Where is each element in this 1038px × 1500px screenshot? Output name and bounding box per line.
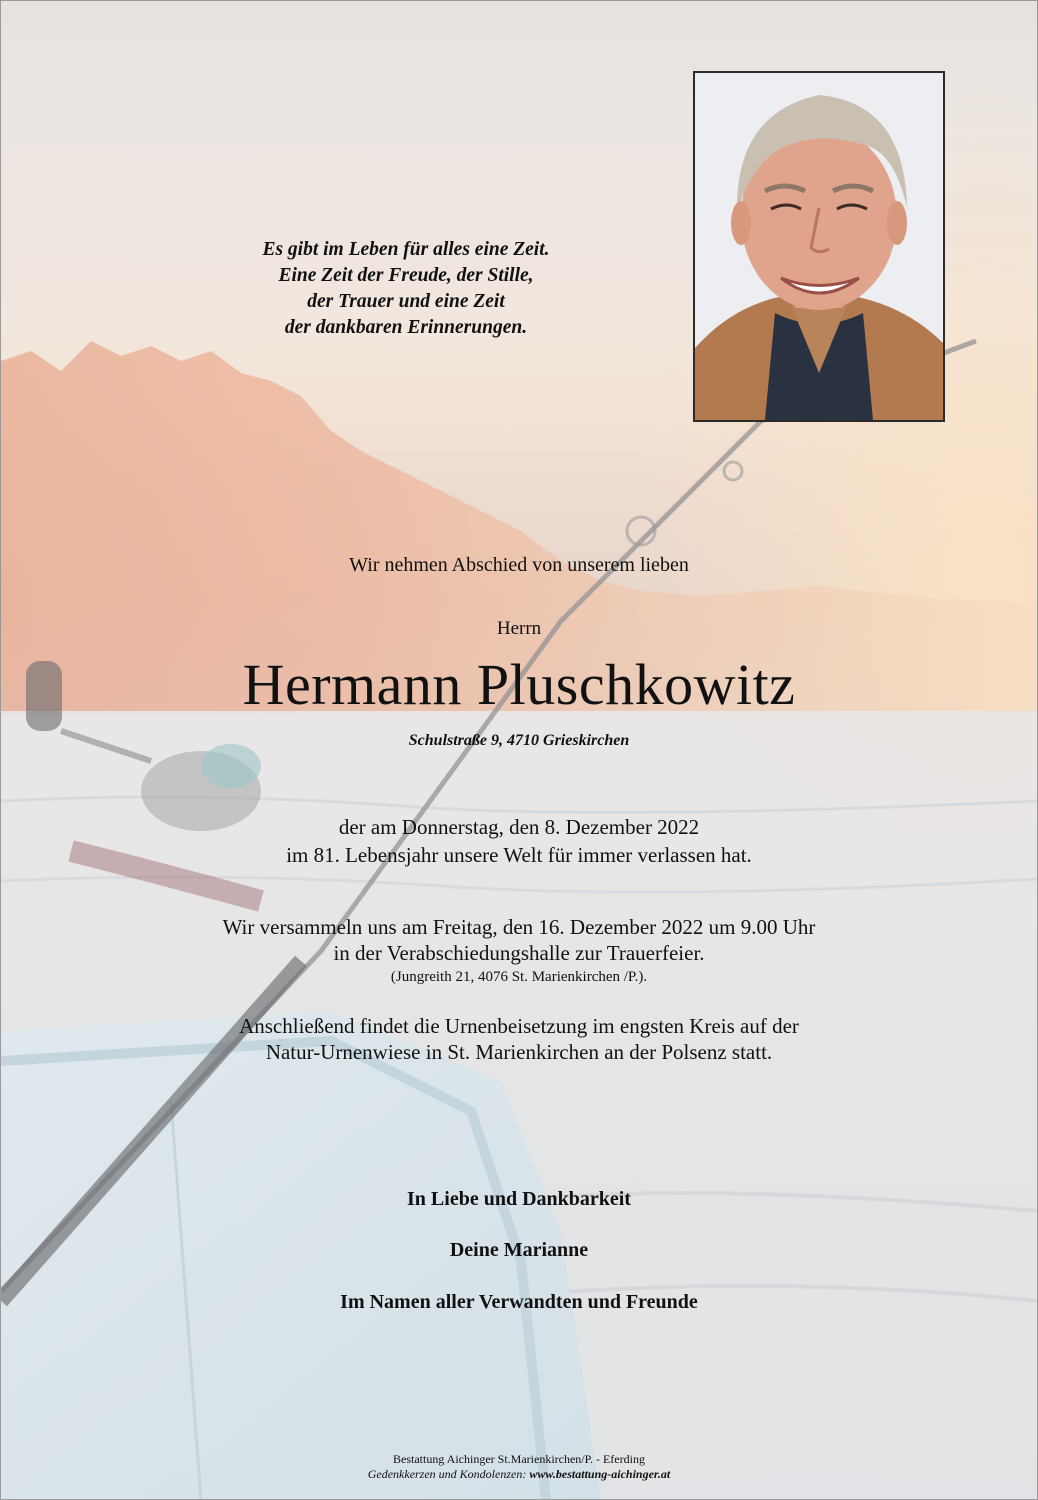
ceremony-line: in der Verabschiedungshalle zur Trauerfeier.	[333, 941, 705, 965]
signature-line: Deine Marianne	[449, 1239, 589, 1261]
death-notice	[1, 813, 1037, 869]
footer-website-link[interactable]: www.bestattung-aichinger.at	[529, 1467, 671, 1481]
signature-line: In Liebe und Dankbarkeit	[407, 1188, 631, 1210]
quote-line: Eine Zeit der Freude, der Stille,	[278, 265, 534, 286]
deceased-name: Hermann Pluschkowitz	[242, 652, 796, 717]
portrait-illustration	[695, 73, 943, 420]
ceremony-line: Wir versammeln uns am Freitag, den 16. Dezember 2022 um 9.00 Uhr	[222, 915, 816, 939]
footer-condolences	[1, 1467, 1037, 1482]
footer	[1, 1452, 1037, 1482]
memorial-quote	[161, 237, 651, 341]
footer-company: Bestattung Aichinger St.Marienkirchen/P. - Eferding	[393, 1452, 645, 1466]
burial-notice	[1, 1013, 1037, 1065]
deceased-address: Schulstraße 9, 4710 Grieskirchen	[408, 732, 630, 749]
burial-line: Anschließend findet die Urnenbeisetzung im engsten Kreis auf der	[239, 1014, 799, 1038]
signature-line: Im Namen aller Verwandten und Freunde	[340, 1291, 698, 1313]
burial-line: Natur-Urnenwiese in St. Marienkirchen an der Polsenz statt.	[265, 1040, 773, 1064]
ceremony-location: (Jungreith 21, 4076 St. Marienkirchen /P.).	[390, 969, 648, 985]
footer-condolences-label: Gedenkkerzen und Kondolenzen:	[367, 1467, 530, 1481]
intro-text: Wir nehmen Abschied von unserem lieben	[349, 554, 689, 576]
ceremony-notice	[1, 914, 1037, 988]
salutation: Herrn	[496, 618, 542, 639]
portrait-photo	[693, 71, 945, 422]
quote-line: Es gibt im Leben für alles eine Zeit.	[262, 239, 550, 260]
death-line: der am Donnerstag, den 8. Dezember 2022	[338, 815, 700, 839]
quote-line: der dankbaren Erinnerungen.	[284, 317, 528, 338]
death-line: im 81. Lebensjahr unsere Welt für immer verlassen hat.	[286, 843, 752, 867]
quote-line: der Trauer und eine Zeit	[307, 291, 505, 312]
